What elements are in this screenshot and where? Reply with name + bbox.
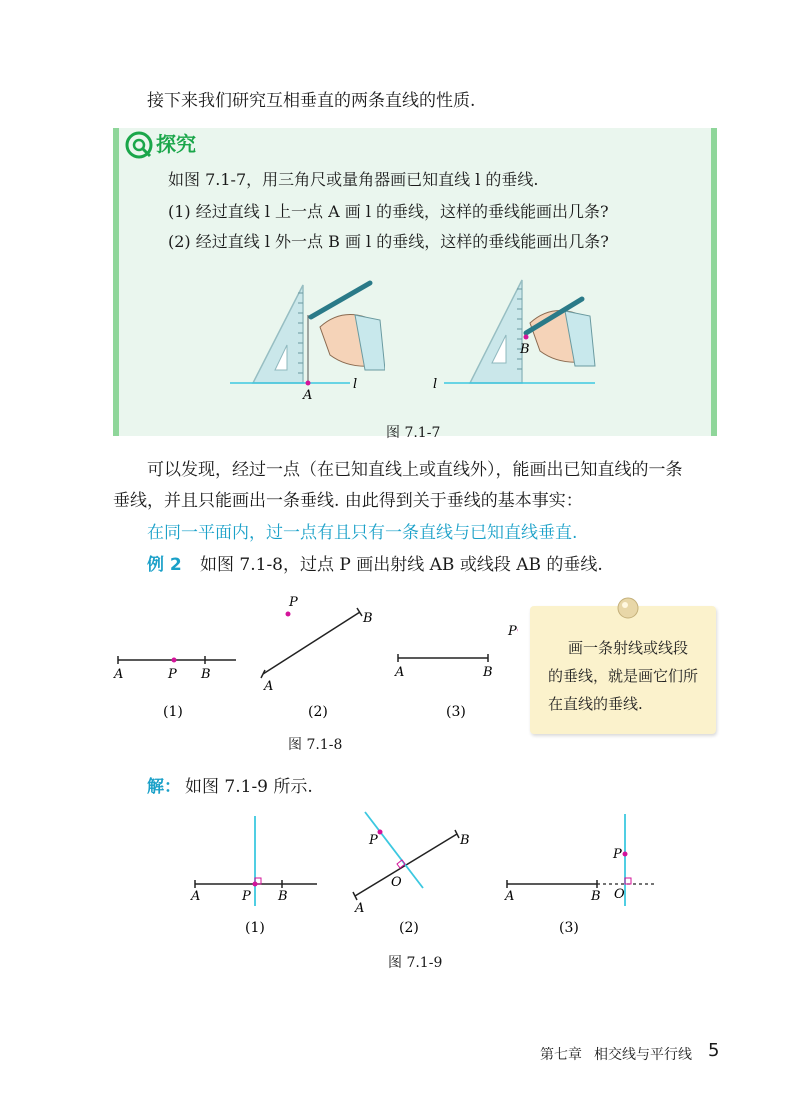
fig79-3-label-o: O [614, 887, 625, 902]
fig78-1-label-b: B [201, 667, 211, 682]
fig78-2-label-b: B [363, 611, 373, 626]
explore-right-bar [711, 128, 717, 436]
fig79-1-label-p: P [242, 889, 251, 904]
fig78-1-label-p: P [168, 667, 177, 682]
fig79-3-sublabel: (3) [559, 920, 579, 936]
fig79-2-label-a: A [355, 901, 365, 916]
fig79-3-label-p: P [613, 847, 622, 862]
fig78-2-label-p: P [289, 595, 298, 610]
explore-title: 探究 [156, 132, 196, 156]
fig78-2-label-a: A [264, 679, 274, 694]
fig79-1-sublabel: (1) [245, 920, 265, 936]
fig78-3-label-a: A [395, 665, 405, 680]
fig-7-1-7-left [225, 275, 385, 405]
fig79-2-label-b: B [460, 833, 470, 848]
explore-icon [124, 130, 154, 160]
fig79-3-label-b: B [591, 889, 601, 904]
fig79-2-label-o: O [391, 875, 402, 890]
fig-7-1-7-caption: 图 7.1-7 [386, 425, 441, 441]
fig78-2-sublabel: (2) [308, 704, 328, 720]
pushpin-icon [616, 596, 640, 620]
fig78-1-label-a: A [114, 667, 124, 682]
solution-text: 如图 7.1-9 所示. [185, 777, 313, 797]
footer-chapter: 第七章 [540, 1047, 582, 1063]
fig-7-1-7-right [430, 275, 600, 405]
note-line-2: 的垂线，就是画它们所 [548, 667, 699, 685]
fig78-3-sublabel: (3) [446, 704, 466, 720]
footer-chapter-title: 相交线与平行线 [594, 1047, 692, 1063]
fig-right-label-l: l [433, 377, 438, 392]
fig79-1-label-b: B [278, 889, 288, 904]
fig-7-1-9-caption: 图 7.1-9 [388, 955, 443, 971]
fig79-2-sublabel: (2) [399, 920, 419, 936]
example-text: 如图 7.1-8，过点 P 画出射线 AB 或线段 AB 的垂线. [200, 555, 603, 575]
page-number: 5 [708, 1040, 720, 1061]
example-tag: 例 2 [147, 555, 182, 575]
fig79-2-label-p: P [369, 833, 378, 848]
explore-left-bar [113, 128, 119, 436]
fig-7-1-9 [185, 808, 665, 938]
fig-7-1-8-caption: 图 7.1-8 [288, 737, 343, 753]
intro-text: 接下来我们研究互相垂直的两条直线的性质. [147, 91, 476, 111]
note-line-1: 画一条射线或线段 [568, 639, 689, 657]
explore-line-3: (2) 经过直线 l 外一点 B 画 l 的垂线，这样的垂线能画出几条? [168, 232, 609, 251]
fig-right-label-b: B [520, 342, 530, 357]
fig79-3-label-a: A [505, 889, 515, 904]
explore-line-1: 如图 7.1-7，用三角尺或量角器画已知直线 l 的垂线. [168, 170, 539, 189]
discovery-line-2: 垂线，并且只能画出一条垂线. 由此得到关于垂线的基本事实： [113, 491, 583, 511]
fig79-1-label-a: A [191, 889, 201, 904]
fig-left-label-a: A [303, 388, 313, 403]
fig78-3-label-p: P [508, 624, 517, 639]
solution-tag: 解： [147, 777, 181, 797]
fig-7-1-8 [108, 592, 518, 722]
fig78-3-label-b: B [483, 665, 493, 680]
basic-fact: 在同一平面内，过一点有且只有一条直线与已知直线垂直. [147, 523, 578, 543]
note-line-3: 在直线的垂线. [548, 695, 643, 713]
discovery-line-1: 可以发现，经过一点（在已知直线上或直线外），能画出已知直线的一条 [147, 460, 683, 480]
explore-line-2: (1) 经过直线 l 上一点 A 画 l 的垂线，这样的垂线能画出几条? [168, 202, 609, 221]
fig78-1-sublabel: (1) [163, 704, 183, 720]
fig-left-label-l: l [353, 377, 358, 392]
